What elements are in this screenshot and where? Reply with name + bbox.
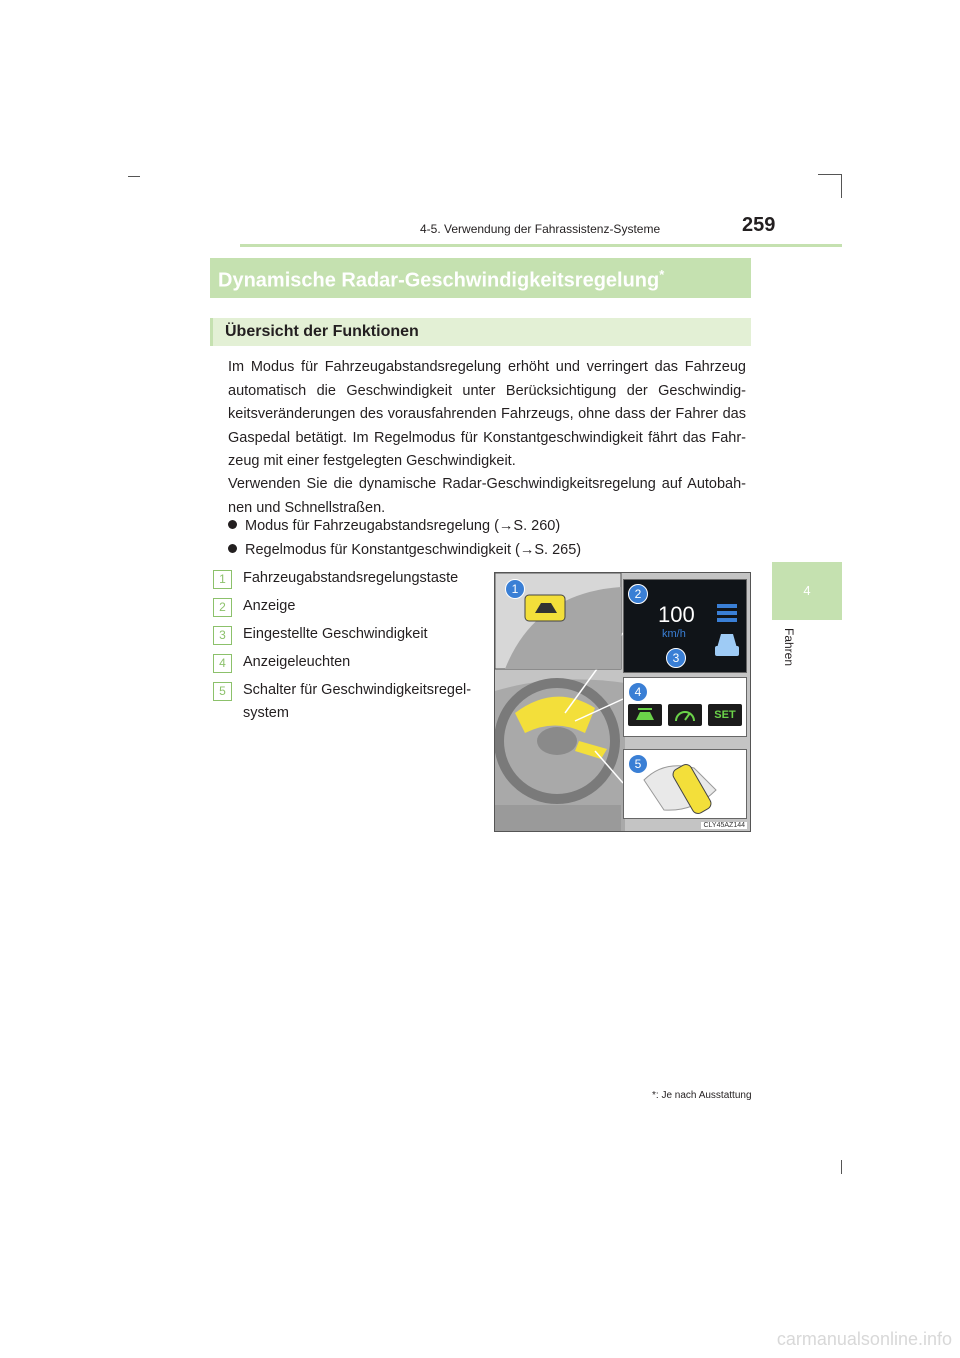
item-text: Anzeige: [243, 598, 296, 614]
watermark[interactable]: carmanualsonline.info: [776, 1329, 952, 1349]
radar-cruise-indicator: [628, 704, 662, 726]
bullet-dot: [228, 544, 237, 553]
section-header: [210, 258, 751, 298]
item-number: 4: [213, 654, 232, 673]
bullet-text[interactable]: Regelmodus für Konstantgeschwindigkeit (→S. 265): [245, 542, 582, 558]
speed-unit: km/h: [662, 628, 686, 640]
section-title: [218, 267, 664, 293]
image-code: CLY45AZ144: [703, 822, 745, 829]
intro-paragraph: Im Modus für Fahrzeugabstandsregelung erhöht und verringert das Fahrzeug automatisch die Geschwindigkeit unter Berücksichtigung der Geschwindig-keitsveränderungen des vorausfahrenden Fahrzeugs, ohne dass der Fahrer das Gaspedal betätigt. Im Regelmodus für Konstantgeschwindigkeit fährt das Fahr-zeug mit einer festgelegten Geschwindigkeit.: [228, 359, 746, 469]
crop-mark: [128, 176, 140, 177]
item-text: Eingestellte Geschwindigkeit: [243, 626, 428, 642]
bullet-item: [228, 542, 581, 558]
item-text: Anzeigeleuchten: [243, 654, 351, 670]
bullet-dot: [228, 520, 237, 529]
callout-4: 4: [628, 682, 648, 702]
cruise-speedometer-icon: [668, 704, 702, 726]
callout-3: 3: [666, 648, 686, 668]
bullet-item: [228, 518, 560, 534]
crop-mark: [841, 174, 842, 198]
item-text: Fahrzeugabstandsregelungstaste: [243, 570, 459, 586]
cruise-control-figure: [494, 572, 751, 832]
item-number: 5: [213, 682, 232, 701]
set-speed-value: 100: [658, 602, 695, 627]
subsection-title: Übersicht der Funktionen: [225, 323, 419, 340]
item-number: 3: [213, 626, 232, 645]
footnote-mark: *: [659, 267, 665, 282]
car-following-icon: [628, 704, 662, 726]
callout-2: 2: [628, 584, 648, 604]
cruise-indicator: [668, 704, 702, 726]
section-title-text: Dynamische Radar-Geschwindigkeitsregelung: [218, 269, 660, 292]
indicator-lights-panel: [623, 677, 747, 737]
item-number: 2: [213, 598, 232, 617]
callout-5: 5: [628, 754, 648, 774]
bullet-text[interactable]: Modus für Fahrzeugabstandsregelung (→S. 260): [245, 518, 561, 534]
header-rule: [240, 244, 842, 247]
usage-paragraph: Verwenden Sie die dynamische Radar-Geschwindigkeitsregelung auf Autobah-nen und Schnellstraßen.: [228, 476, 746, 516]
subsection-header: [210, 318, 751, 346]
crop-mark: [841, 1160, 842, 1174]
car-following-icon: [714, 600, 740, 660]
item-text: Schalter für Geschwindigkeitsregel-system: [243, 682, 472, 721]
crop-mark: [818, 174, 842, 175]
set-indicator: SET: [708, 704, 742, 726]
page-number: 259: [742, 214, 776, 236]
item-number: 1: [213, 570, 232, 589]
footnote: *: Je nach Ausstattung: [652, 1090, 752, 1101]
callout-1: 1: [505, 579, 525, 599]
cruise-lever-icon: [624, 750, 746, 818]
multi-info-display: [623, 579, 747, 673]
running-header: 4-5. Verwendung der Fahrassistenz-Systeme: [420, 222, 661, 236]
chapter-label: Fahren: [782, 628, 796, 667]
cruise-lever-panel: [623, 749, 747, 819]
chapter-tab[interactable]: 4: [772, 562, 842, 620]
